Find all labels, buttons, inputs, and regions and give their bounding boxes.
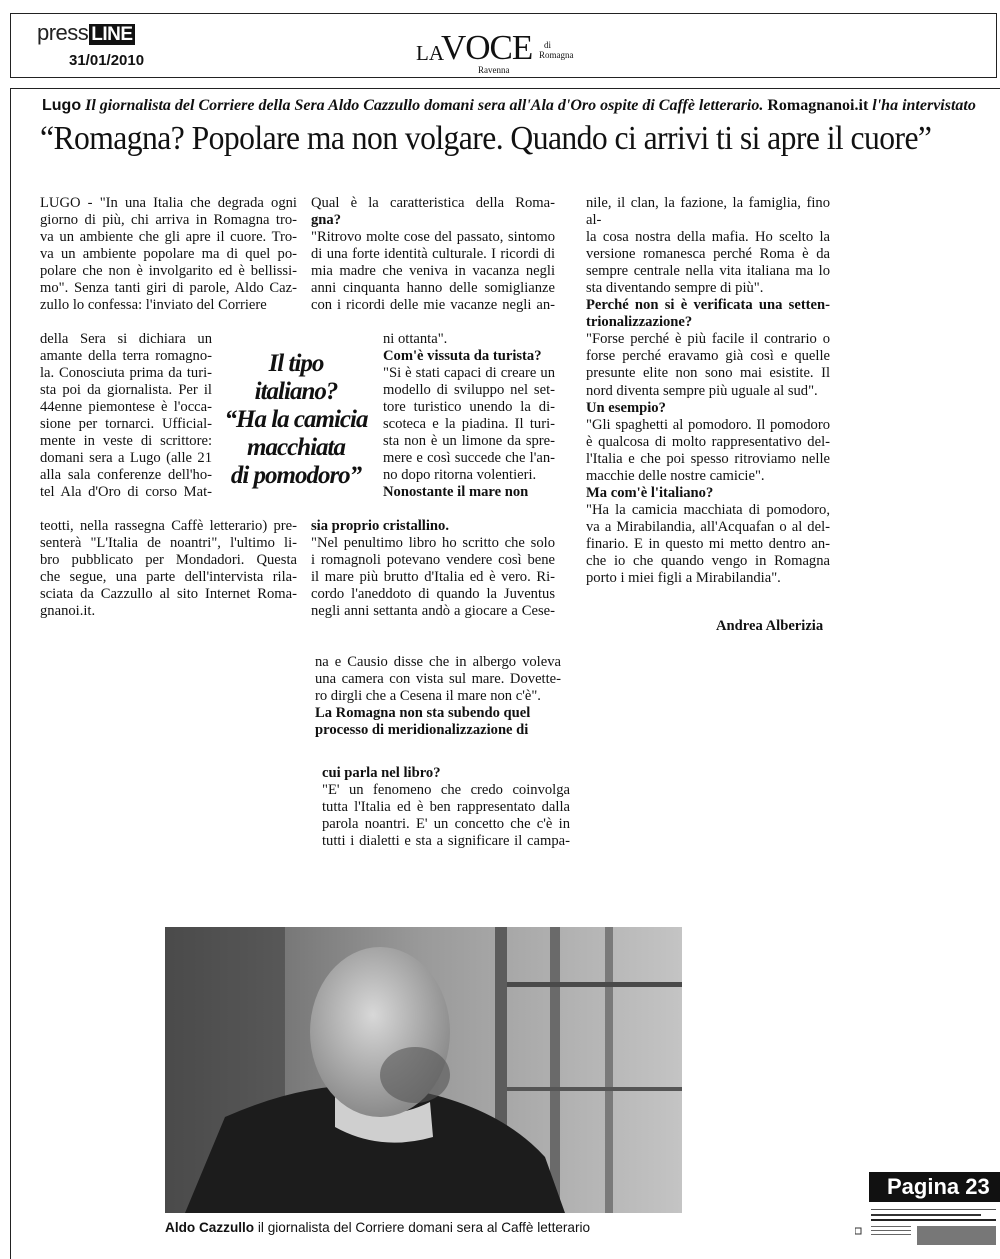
text-line: "Si è stati capaci di creare un	[383, 365, 555, 382]
text-line: Nonostante il mare non	[383, 484, 529, 501]
article-headline: “Romagna? Popolare ma non volgare. Quando ci arrivi ti si apre il cuore”	[40, 120, 932, 157]
text-line: Perché non si è verificata una setten-	[586, 297, 830, 314]
text-line: polare che non è involgarito ed è bellissi-	[40, 263, 297, 280]
column-2-bottom	[322, 765, 570, 850]
publication-date: 31/01/2010	[69, 52, 145, 69]
text-line: ro dirgli che a Cesena il mare non c'è".	[315, 688, 541, 705]
text-line: ni ottanta".	[383, 331, 448, 347]
text-line: gnanoi.it.	[40, 603, 96, 620]
column-3	[586, 195, 830, 587]
author-signature: Andrea Alberizia	[716, 618, 824, 634]
kicker-end: l'ha intervistato	[868, 97, 976, 114]
text-line: "Ha la camicia macchiata di pomodoro,	[586, 501, 830, 518]
text-line: sta non è un limone da spre-	[383, 433, 555, 450]
kicker-place: Lugo	[42, 97, 82, 114]
page-number: Pagina 23	[869, 1172, 1000, 1202]
text-line: cui parla nel libro?	[322, 765, 441, 781]
lavoce-logo	[416, 26, 576, 75]
text-line: la cosa nostra della mafia. Ho scelto la	[586, 229, 830, 246]
text-line: LUGO - "In una Italia che degrada ogni	[40, 195, 297, 211]
text-line: con i ricordi delle mie vacanze negli an-	[311, 297, 555, 314]
text-line: va a Mirabilandia, all'Acquafan o al del-	[586, 518, 830, 535]
text-line: senterà "L'Italia de noantri", l'ultimo li-	[40, 535, 297, 552]
page-thumbnail	[855, 1206, 1000, 1245]
text-line: sta diventando sempre di più".	[586, 280, 764, 297]
caption-name: Aldo Cazzullo	[165, 1220, 255, 1235]
logo-romagna: Romagna	[539, 50, 574, 60]
text-line: Un esempio?	[586, 399, 666, 416]
text-line: mia madre che veniva in vacanza negli	[311, 263, 555, 280]
logo-edition: Ravenna	[478, 65, 510, 75]
column-2-middle	[311, 518, 555, 620]
text-line: mere e così succede che l'an-	[383, 450, 555, 467]
thumbnail-image	[855, 1206, 1000, 1245]
pull-quote-line: Il tipo	[268, 350, 324, 377]
text-line: giorno di più, chi arriva in Romagna tro-	[40, 212, 297, 229]
text-line: gna?	[311, 212, 342, 229]
text-line: processo di meridionalizzazione di	[315, 722, 529, 739]
text-line: tore turistico unendo la di-	[383, 399, 555, 416]
text-line: sia proprio cristallino.	[311, 518, 449, 534]
text-line: trionalizzazione?	[586, 314, 693, 331]
text-line: "Forse perché è più facile il contrario o	[586, 331, 830, 348]
text-line: alla sala conferenze dell'ho-	[40, 467, 212, 484]
caption-text: il giornalista del Corriere domani sera al Caffè letterario	[254, 1220, 591, 1235]
text-line: cordo l'aneddoto di quando la Juventus	[311, 586, 555, 603]
text-line: teotti, nella rassegna Caffè letterario) pre-	[40, 518, 297, 534]
logo-la: LA	[416, 41, 444, 65]
text-line: versione romanesca perché Roma è da	[586, 246, 830, 263]
text-line: mo". Senza tanti giri di parole, Aldo Caz-	[40, 280, 297, 297]
text-line: "Nel penultimo libro ho scritto che solo	[311, 535, 555, 552]
text-line: La Romagna non sta subendo quel	[315, 705, 531, 722]
pressline-header	[10, 13, 997, 78]
pull-quote-line: di pomodoro”	[230, 462, 362, 489]
text-line: tutta l'Italia ed è ben rappresentato dalla	[322, 799, 570, 816]
column-1-wrap	[40, 331, 212, 501]
text-line: amante della terra romagno-	[40, 348, 212, 365]
photo-caption	[165, 1220, 590, 1235]
pressline-press: press	[37, 20, 89, 45]
logo-voce: VOCE	[441, 28, 533, 67]
text-line: della Sera si dichiara un	[40, 331, 212, 347]
logo-di: di	[544, 40, 552, 50]
text-line: scoteca e la piadina. Il turi-	[383, 416, 555, 433]
text-line: porto i miei figli a Mirabilandia".	[586, 570, 781, 587]
cazzullo-photo	[165, 927, 682, 1213]
text-line: Com'è vissuta da turista?	[383, 348, 542, 365]
text-line: tel Ala d'Oro di corso Mat-	[40, 484, 212, 501]
text-line: Ma com'è l'italiano?	[586, 484, 714, 501]
text-line: parola noantri. E' un concetto che c'è in	[322, 816, 570, 833]
column-1-top	[40, 195, 297, 314]
pull-quote-line: “Ha la camicia	[224, 406, 368, 433]
text-line: l'Italia e che poi spesso ritroviamo nelle	[586, 450, 830, 467]
text-line: no dopo ritorna volentieri.	[383, 467, 537, 484]
text-line: sta poi da giornalista. Per il	[40, 382, 212, 399]
text-line: presunte elite non sono mai esistite. Il	[586, 365, 830, 382]
text-line: va un ambiente che gli apre il cuore. Tro-	[40, 229, 297, 246]
text-line: sciata da Cazzullo al sito Internet Roma-	[40, 586, 297, 603]
pull-quote	[220, 350, 372, 490]
text-line: una camera con vista sul mare. Dovette-	[315, 671, 561, 688]
text-line: di una forte identità culturale. I ricordi di	[311, 246, 555, 263]
text-line: bro pubblicato per Mondadori. Questa	[40, 552, 297, 569]
column-2-top	[311, 195, 555, 314]
text-line: nord diventa sempre più uguale al sud".	[586, 382, 818, 399]
text-line: 44enne piemontese è l'occa-	[40, 399, 212, 416]
text-line: domani sera a Lugo (alle 21	[40, 450, 212, 467]
text-line: Qual è la caratteristica della Roma-	[311, 195, 555, 211]
column-2-continued	[315, 654, 561, 739]
text-line: mente in veste di scrittore:	[40, 433, 212, 450]
text-line: modello di sviluppo nel set-	[383, 382, 555, 399]
pressline-logo	[37, 20, 135, 46]
text-line: la. Conosciuta prima da turi-	[40, 365, 212, 382]
column-1-bottom	[40, 518, 297, 620]
pull-quote-line: italiano?	[254, 378, 338, 405]
text-line: è qualcosa di molto rappresentativo del-	[586, 433, 830, 450]
text-line: zullo lo confessa: l'inviato del Corriere	[40, 297, 267, 314]
text-line: anni cinquanta hanno delle somiglianze	[311, 280, 555, 297]
text-line: i romagnoli potevano vendere così bene	[311, 552, 555, 569]
text-line: il mare più brutto d'Italia ed è vero. Ri-	[311, 569, 555, 586]
pull-quote-line: macchiata	[247, 434, 345, 461]
text-line: macchie delle nostre camicie".	[586, 467, 765, 484]
text-line: sempre centrale nella vita italiana ma lo	[586, 263, 830, 280]
column-2-wrap	[383, 331, 555, 501]
photo-image	[165, 927, 682, 1213]
kicker-site: Romagnanoi.it	[767, 97, 869, 114]
text-line: negli anni settanta andò a giocare a Cese-	[311, 603, 555, 620]
text-line: forse perché eravamo già così e quelle	[586, 348, 830, 365]
text-line: sione per tornarci. Ufficial-	[40, 416, 212, 433]
kicker-text: Il giornalista del Corriere della Sera Aldo Cazzullo domani sera all'Ala d'Oro ospite di Caffè letterario.	[81, 97, 768, 114]
text-line: che io che quando vengo in Romagna	[586, 552, 830, 569]
article-kicker	[42, 97, 997, 115]
text-line: "E' un fenomeno che credo coinvolga	[322, 782, 570, 799]
text-line: "Ritrovo molte cose del passato, sintomo	[311, 229, 555, 246]
text-line: finario. E in questo mi metto dentro an-	[586, 535, 830, 552]
pressline-line: LINE	[91, 24, 133, 45]
text-line: nile, il clan, la fazione, la famiglia, fino al-	[586, 195, 830, 229]
text-line: va un ambiente popolare ma di quel po-	[40, 246, 297, 263]
text-line: che segue, una parte dell'intervista rila-	[40, 569, 297, 586]
text-line: tutti i dialetti e sta a significare il campa-	[322, 833, 570, 850]
text-line: na e Causio disse che in albergo voleva	[315, 654, 561, 670]
text-line: "Gli spaghetti al pomodoro. Il pomodoro	[586, 416, 830, 433]
